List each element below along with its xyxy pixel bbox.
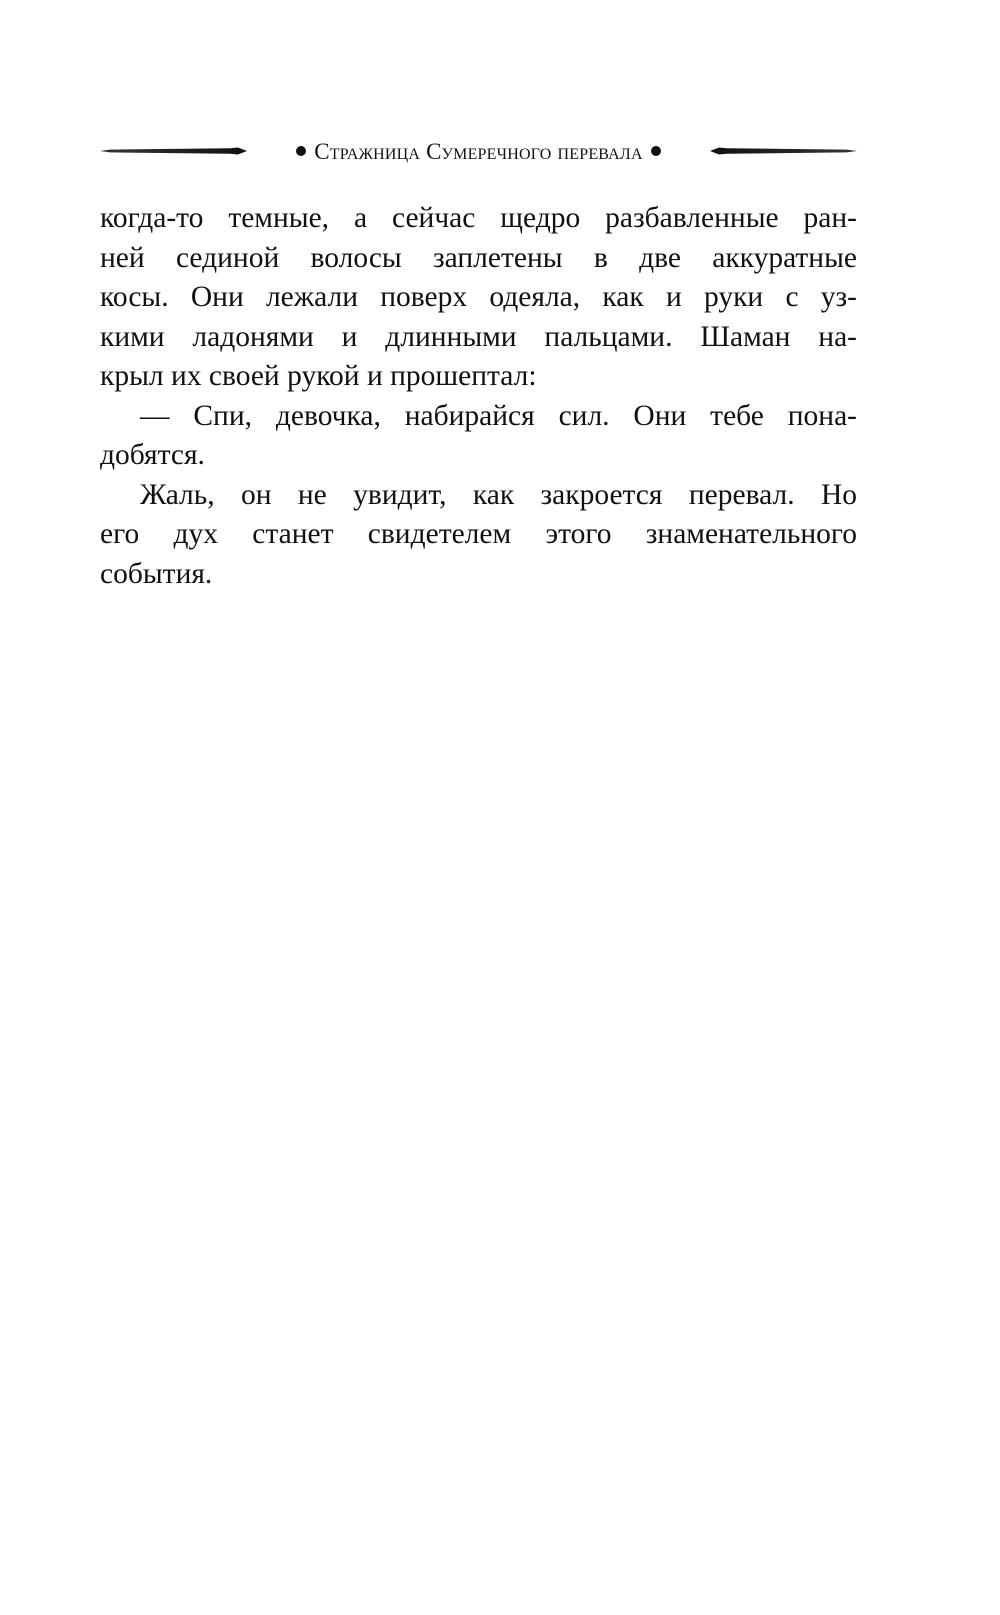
text-line: его дух станет свидетелем этого знаменательного bbox=[100, 518, 857, 550]
text-line: Жаль, он не увидит, как закроется перевал. Но bbox=[140, 478, 857, 511]
paragraph bbox=[100, 476, 857, 595]
paragraph bbox=[100, 199, 857, 397]
bullet-icon bbox=[651, 146, 661, 156]
left-ornament-rule-icon bbox=[100, 138, 248, 164]
text-line: кими ладонями и длинными пальцами. Шаман на- bbox=[100, 320, 857, 353]
dialogue-paragraph bbox=[100, 397, 857, 476]
text-line: крыл их своей рукой и прошептал: bbox=[100, 360, 537, 392]
body-text bbox=[100, 199, 857, 594]
text-line: добятся. bbox=[100, 439, 205, 471]
running-head-center bbox=[288, 138, 668, 164]
text-line: косы. Они лежали поверх одеяла, как и руки с уз- bbox=[100, 281, 857, 313]
text-line: события. bbox=[100, 557, 213, 590]
text-line: — Спи, девочка, набирайся сил. Они тебе пона- bbox=[140, 399, 857, 432]
bullet-icon bbox=[296, 146, 306, 156]
running-head-title: Стражница Сумеречного перевала bbox=[314, 139, 643, 164]
text-line: когда-то темные, а сейчас щедро разбавленные ран- bbox=[100, 202, 857, 234]
right-ornament-rule-icon bbox=[709, 138, 857, 164]
text-line: ней сединой волосы заплетены в две аккуратные bbox=[100, 241, 857, 274]
running-head bbox=[100, 138, 857, 164]
